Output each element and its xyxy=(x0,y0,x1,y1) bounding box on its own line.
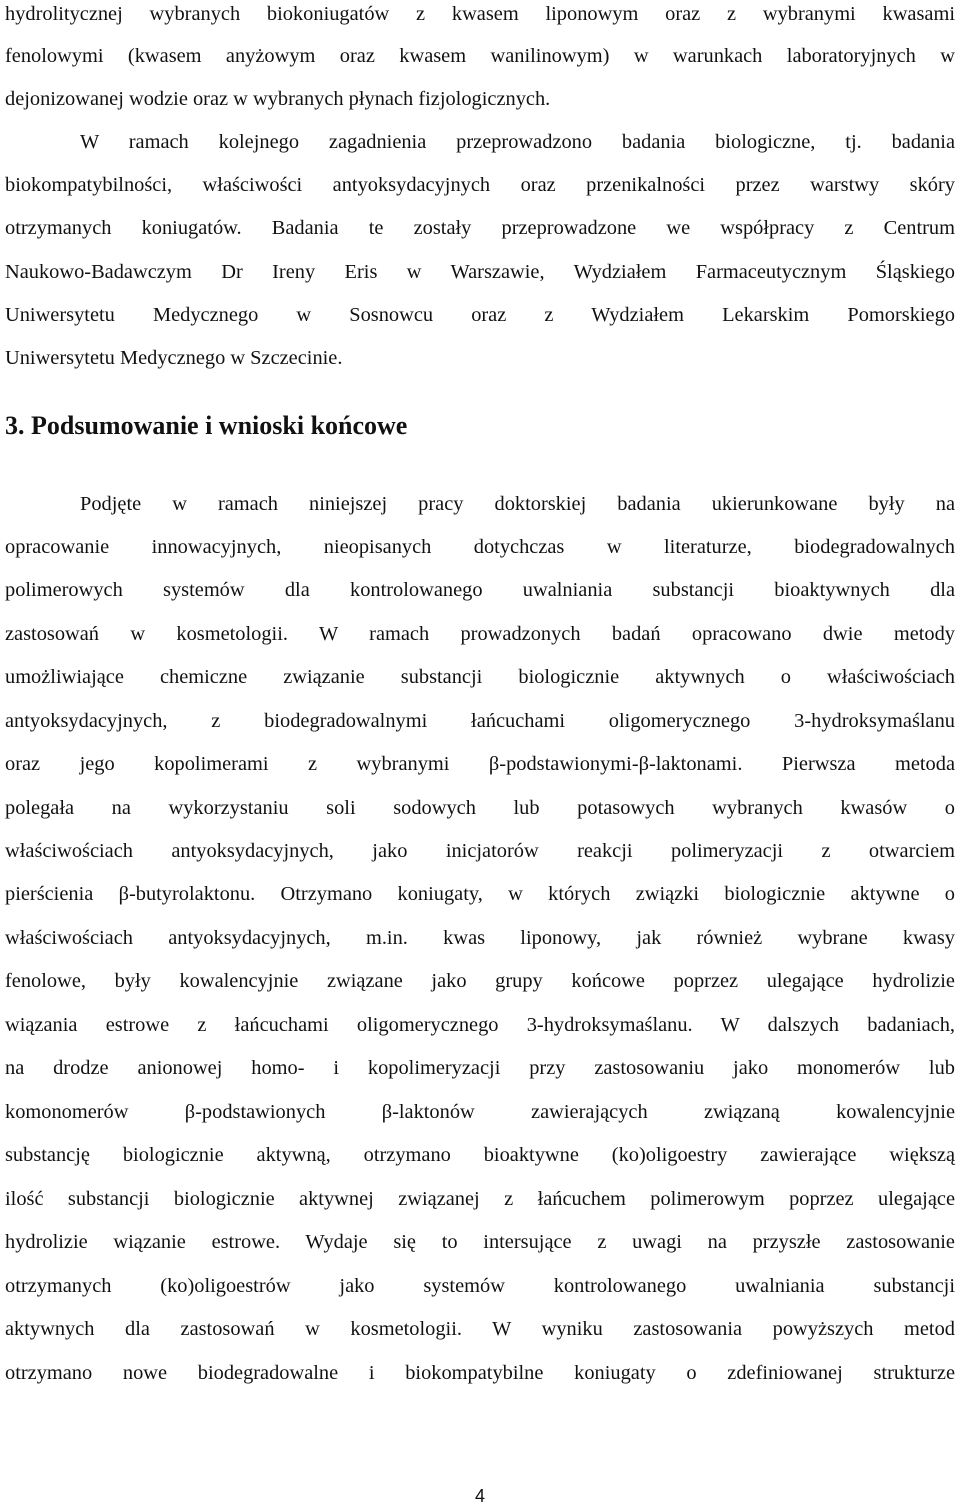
text-line: otrzymanych (ko)oligoestrów jako systemów kontrolowanego uwalniania substancji xyxy=(5,1275,955,1297)
text-line: Uniwersytetu Medycznego w Szczecinie. xyxy=(5,347,343,369)
text-line: umożliwiające chemiczne związanie substancji biologicznie aktywnych o właściwościach xyxy=(5,666,955,688)
text-line: antyoksydacyjnych, z biodegradowalnymi łańcuchami oligomerycznego 3-hydroksymaślanu xyxy=(5,710,955,732)
text-line: oraz jego kopolimerami z wybranymi β-podstawionymi-β-laktonami. Pierwsza metoda xyxy=(5,753,955,775)
text-line: pierścienia β-butyrolaktonu. Otrzymano koniugaty, w których związki biologicznie aktywne o xyxy=(5,883,955,905)
text-line: aktywnych dla zastosowań w kosmetologii. W wyniku zastosowania powyższych metod xyxy=(5,1318,955,1340)
text-line: zastosowań w kosmetologii. W ramach prowadzonych badań opracowano dwie metody xyxy=(5,623,955,645)
text-line: hydrolitycznej wybranych biokoniugatów z kwasem liponowym oraz z wybranymi kwasami xyxy=(5,3,955,25)
text-line: właściwościach antyoksydacyjnych, m.in. kwas liponowy, jak również wybrane kwasy xyxy=(5,927,955,949)
text-line: polimerowych systemów dla kontrolowanego uwalniania substancji bioaktywnych dla xyxy=(5,579,955,601)
text-line: biokompatybilności, właściwości antyoksydacyjnych oraz przenikalności przez warstwy skóry xyxy=(5,174,955,196)
text-line: fenolowymi (kwasem anyżowym oraz kwasem wanilinowym) w warunkach laboratoryjnych w xyxy=(5,45,955,67)
text-line: Podjęte w ramach niniejszej pracy doktorskiej badania ukierunkowane były na xyxy=(80,493,955,515)
text-line: W ramach kolejnego zagadnienia przeprowadzono badania biologiczne, tj. badania xyxy=(80,131,955,153)
text-line: fenolowe, były kowalencyjnie związane jako grupy końcowe poprzez ulegające hydrolizie xyxy=(5,970,955,992)
text-line: substancję biologicznie aktywną, otrzymano bioaktywne (ko)oligoestry zawierające większą xyxy=(5,1144,955,1166)
text-line: Uniwersytetu Medycznego w Sosnowcu oraz z Wydziałem Lekarskim Pomorskiego xyxy=(5,304,955,326)
text-line: właściwościach antyoksydacyjnych, jako inicjatorów reakcji polimeryzacji z otwarciem xyxy=(5,840,955,862)
text-line: otrzymanych koniugatów. Badania te zostały przeprowadzone we współpracy z Centrum xyxy=(5,217,955,239)
text-line: hydrolizie wiązanie estrowe. Wydaje się to intersujące z uwagi na przyszłe zastosowanie xyxy=(5,1231,955,1253)
page-number: 4 xyxy=(474,1486,485,1506)
section-heading: 3. Podsumowanie i wnioski końcowe xyxy=(5,411,408,440)
text-line: na drodze anionowej homo- i kopolimeryzacji przy zastosowaniu jako monomerów lub xyxy=(5,1057,955,1079)
text-line: wiązania estrowe z łańcuchami oligomerycznego 3-hydroksymaślanu. W dalszych badaniach, xyxy=(5,1014,955,1036)
text-line: polegała na wykorzystaniu soli sodowych lub potasowych wybranych kwasów o xyxy=(5,797,955,819)
text-line: ilość substancji biologicznie aktywnej związanej z łańcuchem polimerowym poprzez ulegające xyxy=(5,1188,955,1210)
text-line: komonomerów β-podstawionych β-laktonów zawierających związaną kowalencyjnie xyxy=(5,1101,955,1123)
text-line: opracowanie innowacyjnych, nieopisanych dotychczas w literaturze, biodegradowalnych xyxy=(5,536,955,558)
text-line: otrzymano nowe biodegradowalne i biokompatybilne koniugaty o zdefiniowanej strukturze xyxy=(5,1362,955,1384)
text-line: dejonizowanej wodzie oraz w wybranych płynach fizjologicznych. xyxy=(5,88,551,110)
text-line: Naukowo-Badawczym Dr Ireny Eris w Warszawie, Wydziałem Farmaceutycznym Śląskiego xyxy=(5,261,955,283)
